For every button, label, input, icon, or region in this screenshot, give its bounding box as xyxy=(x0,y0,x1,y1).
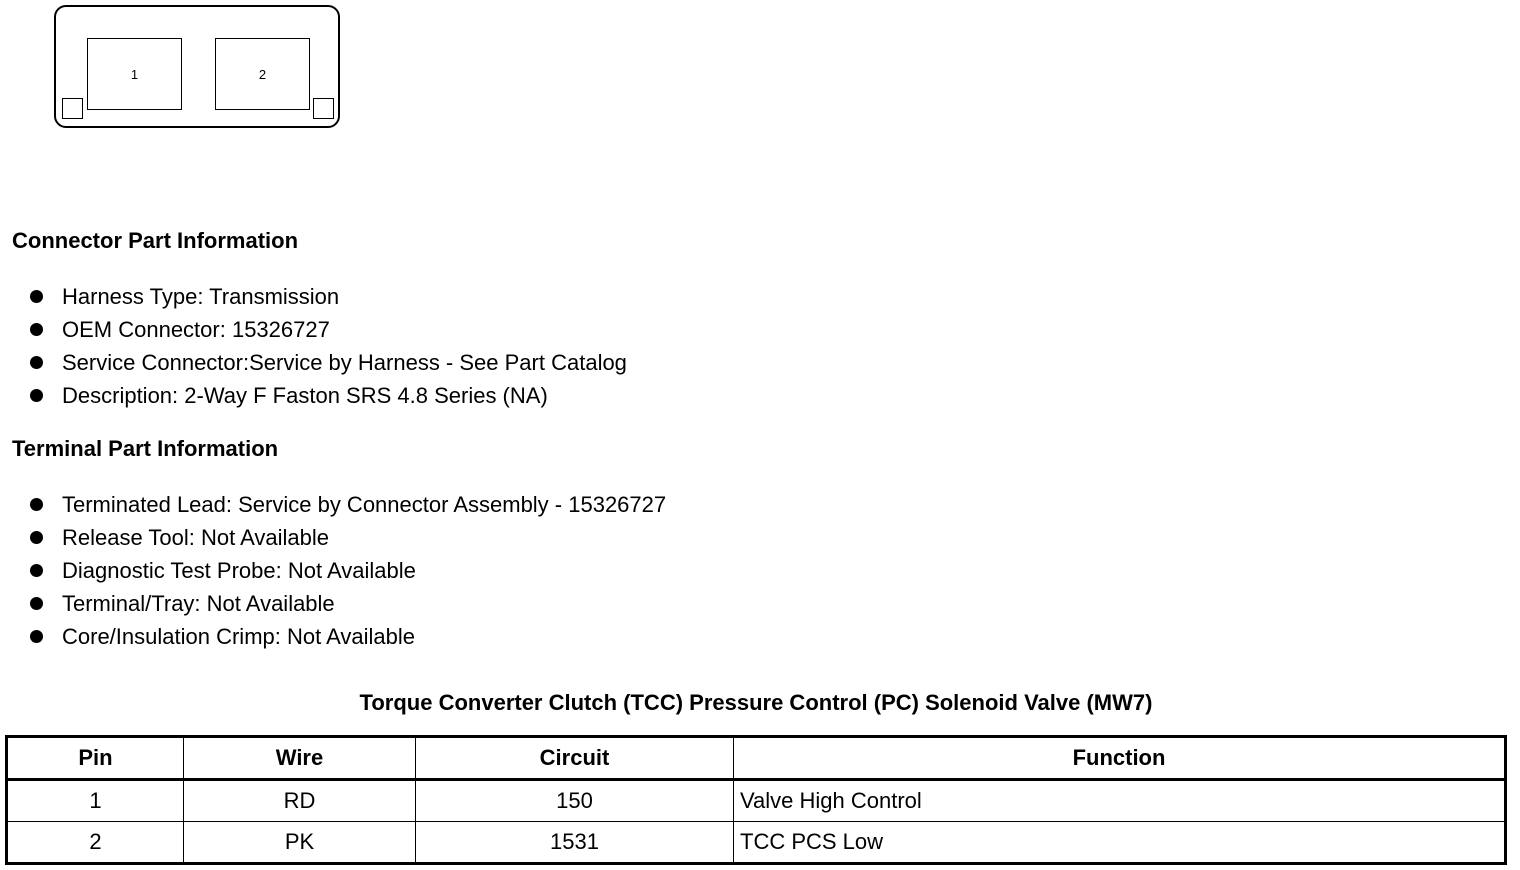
connector-lock-tab-left xyxy=(62,98,83,119)
terminal-part-info-list xyxy=(28,488,666,653)
list-item xyxy=(28,620,666,653)
table-row xyxy=(7,822,1506,864)
header-circuit: Circuit xyxy=(416,737,734,780)
header-wire: Wire xyxy=(184,737,416,780)
table-row xyxy=(7,780,1506,822)
connector-face-diagram xyxy=(54,5,340,128)
bullet-icon xyxy=(30,498,43,511)
bullet-icon xyxy=(30,531,43,544)
list-item xyxy=(28,488,666,521)
list-item xyxy=(28,587,666,620)
pin-table xyxy=(5,735,1507,865)
connector-part-info-heading: Connector Part Information xyxy=(12,228,299,253)
list-item xyxy=(28,346,627,379)
list-item-text: Diagnostic Test Probe: Not Available xyxy=(62,558,416,583)
list-item xyxy=(28,521,666,554)
table-header-row xyxy=(7,737,1506,780)
bullet-icon xyxy=(30,290,43,303)
cell-wire: PK xyxy=(184,822,416,864)
list-item-text: Description: 2-Way F Faston SRS 4.8 Series (NA) xyxy=(62,383,548,408)
cell-function: TCC PCS Low xyxy=(734,822,1506,864)
bullet-icon xyxy=(30,564,43,577)
list-item-text: Core/Insulation Crimp: Not Available xyxy=(62,624,415,649)
bullet-icon xyxy=(30,323,43,336)
list-item xyxy=(28,554,666,587)
cavity-1 xyxy=(87,38,182,110)
list-item-text: Harness Type: Transmission xyxy=(62,284,340,309)
cell-wire: RD xyxy=(184,780,416,822)
list-item-text: Terminated Lead: Service by Connector Assembly - 15326727 xyxy=(62,492,667,517)
cavity-label: 1 xyxy=(130,66,139,82)
list-item xyxy=(28,313,627,346)
terminal-part-info-heading: Terminal Part Information xyxy=(12,436,279,461)
list-item xyxy=(28,379,627,412)
bullet-icon xyxy=(30,630,43,643)
bullet-icon xyxy=(30,356,43,369)
list-item-text: Terminal/Tray: Not Available xyxy=(62,591,335,616)
cell-circuit: 1531 xyxy=(416,822,734,864)
list-item-text: Release Tool: Not Available xyxy=(62,525,330,550)
pin-table-title: Torque Converter Clutch (TCC) Pressure Control (PC) Solenoid Valve (MW7) xyxy=(359,690,1153,715)
list-item-text: Service Connector:Service by Harness - See Part Catalog xyxy=(62,350,627,375)
cell-pin: 2 xyxy=(7,822,184,864)
bullet-icon xyxy=(30,597,43,610)
connector-lock-tab-right xyxy=(313,98,334,119)
bullet-icon xyxy=(30,389,43,402)
connector-part-info-list xyxy=(28,280,627,412)
cavity-label: 2 xyxy=(258,66,267,82)
list-item xyxy=(28,280,627,313)
cavity-2 xyxy=(215,38,310,110)
cell-function: Valve High Control xyxy=(734,780,1506,822)
cell-pin: 1 xyxy=(7,780,184,822)
cell-circuit: 150 xyxy=(416,780,734,822)
header-function: Function xyxy=(734,737,1506,780)
header-pin: Pin xyxy=(7,737,184,780)
list-item-text: OEM Connector: 15326727 xyxy=(62,317,330,342)
